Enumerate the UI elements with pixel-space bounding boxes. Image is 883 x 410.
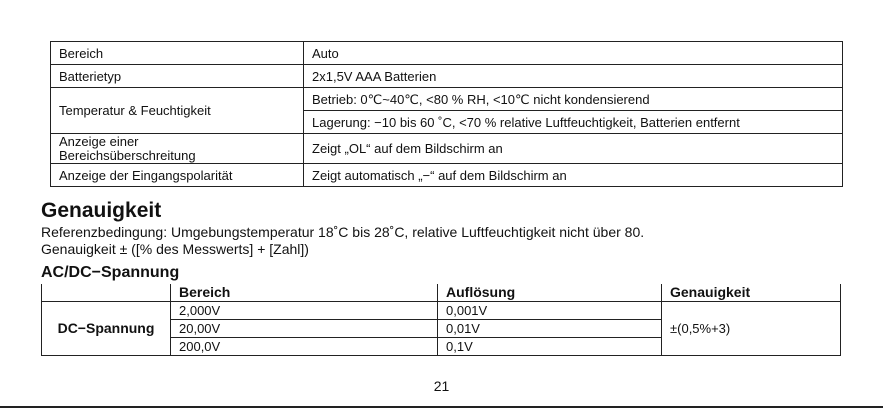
page-number: 21 bbox=[433, 378, 450, 394]
spec-label: Temperatur & Feuchtigkeit bbox=[51, 88, 304, 134]
spec-value: Betrieb: 0℃~40℃, <80 % RH, <10℃ nicht kondensierend bbox=[304, 88, 843, 111]
section-heading-acdc-voltage: AC/DC−Spannung bbox=[41, 264, 180, 281]
spec-label-line: Anzeige einer bbox=[59, 134, 139, 149]
spec-row-battery bbox=[51, 65, 843, 88]
bottom-divider bbox=[0, 406, 883, 408]
resolution-cell: 0,001V bbox=[438, 302, 662, 320]
spec-value: Auto bbox=[304, 42, 843, 65]
table-header-row bbox=[42, 284, 841, 302]
spec-row-polarity bbox=[51, 164, 843, 187]
spec-value: Zeigt automatisch „−“ auf dem Bildschirm an bbox=[304, 164, 843, 187]
header-cell-accuracy: Genauigkeit bbox=[662, 284, 841, 302]
spec-label bbox=[51, 134, 304, 164]
spec-row-range bbox=[51, 42, 843, 65]
spec-row-temperature-operation bbox=[51, 88, 843, 111]
range-cell: 2,000V bbox=[171, 302, 438, 320]
accuracy-formula-text: Genauigkeit ± ([% des Messwerts] + [Zahl]) bbox=[41, 241, 309, 257]
reference-condition-text: Referenzbedingung: Umgebungstemperatur 18˚C bis 28˚C, relative Luftfeuchtigkeit nicht über 80. bbox=[41, 224, 645, 240]
range-cell: 200,0V bbox=[171, 338, 438, 356]
section-heading-accuracy: Genauigkeit bbox=[41, 199, 162, 222]
range-cell: 20,00V bbox=[171, 320, 438, 338]
header-cell-resolution: Auflösung bbox=[438, 284, 662, 302]
spec-label-line: Bereichsüberschreitung bbox=[59, 148, 196, 163]
accuracy-cell: ±(0,5%+3) bbox=[662, 302, 841, 356]
resolution-cell: 0,01V bbox=[438, 320, 662, 338]
spec-value: Zeigt „OL“ auf dem Bildschirm an bbox=[304, 134, 843, 164]
header-cell-range: Bereich bbox=[171, 284, 438, 302]
spec-value: Lagerung: −10 bis 60 ˚C, <70 % relative Luftfeuchtigkeit, Batterien entfernt bbox=[304, 111, 843, 134]
spec-row-overrange bbox=[51, 134, 843, 164]
specification-table bbox=[50, 41, 843, 187]
spec-label: Batterietyp bbox=[51, 65, 304, 88]
spec-value: 2x1,5V AAA Batterien bbox=[304, 65, 843, 88]
table-row bbox=[42, 302, 841, 320]
header-cell-empty bbox=[42, 284, 171, 302]
row-label-dc-voltage: DC−Spannung bbox=[42, 302, 171, 356]
dc-voltage-table bbox=[41, 284, 841, 356]
spec-label: Anzeige der Eingangspolarität bbox=[51, 164, 304, 187]
spec-label: Bereich bbox=[51, 42, 304, 65]
resolution-cell: 0,1V bbox=[438, 338, 662, 356]
